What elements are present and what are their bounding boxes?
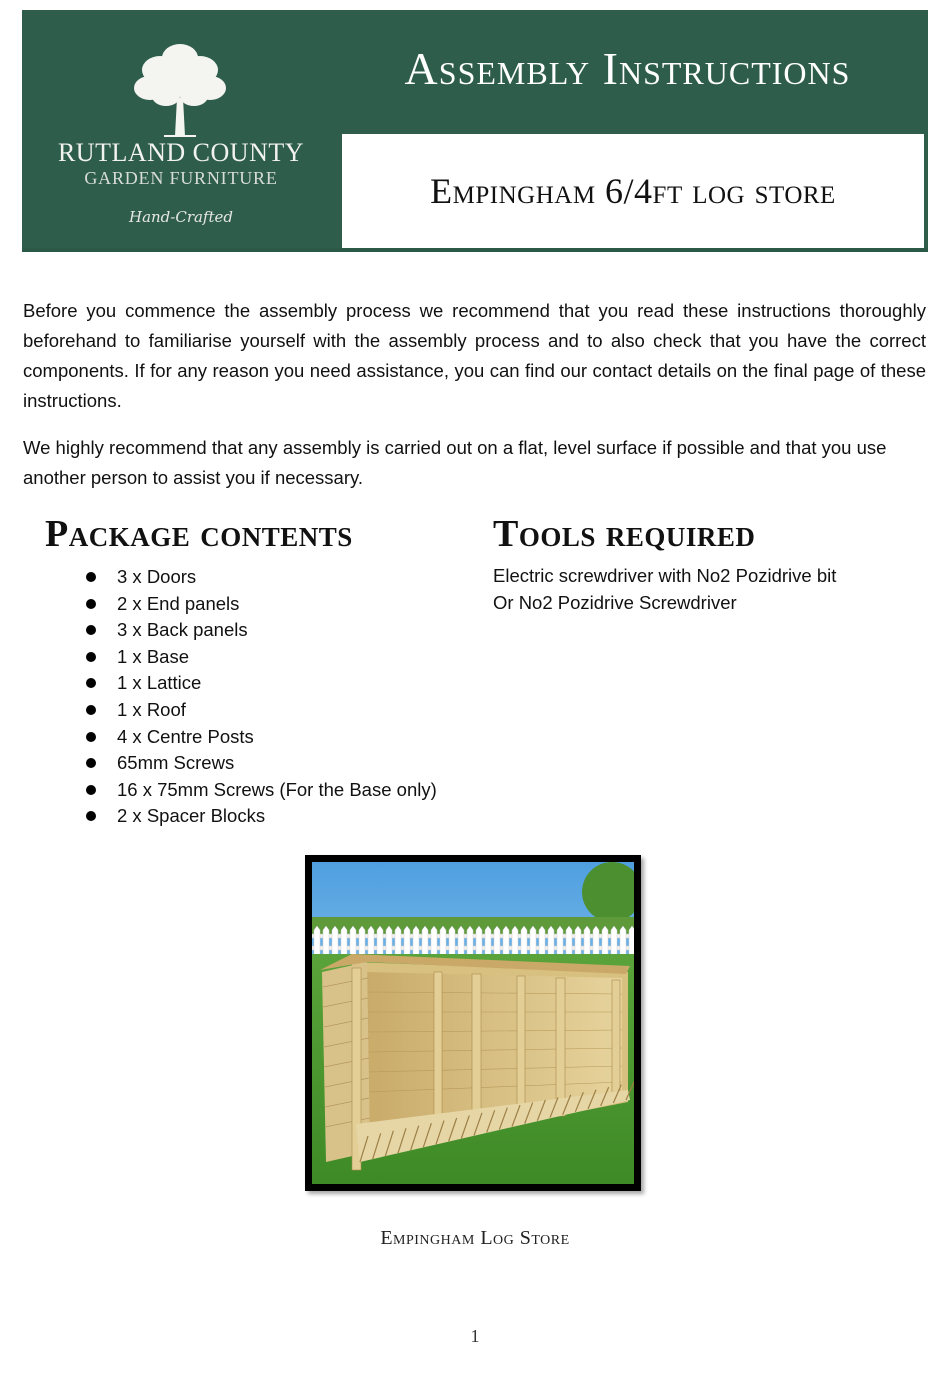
bullet-icon [86, 705, 96, 715]
bullet-icon [86, 678, 96, 688]
list-item-label: 2 x End panels [117, 592, 240, 614]
bullet-icon [86, 785, 96, 795]
page-title: Assembly Instructions [404, 43, 851, 94]
bullet-icon [86, 625, 96, 635]
bullet-icon [86, 599, 96, 609]
list-item [86, 591, 437, 618]
intro-paragraph-2: We highly recommend that any assembly is carried out on a flat, level surface if possible and that you use another person to assist you if necessary. [23, 437, 887, 488]
brand-logo [22, 10, 340, 252]
list-item [86, 617, 437, 644]
package-contents-heading: Package contents [45, 513, 353, 555]
brand-tagline: Hand-Crafted [128, 208, 233, 226]
subtitle-box [342, 134, 924, 248]
bullet-icon [86, 811, 96, 821]
bullet-icon [86, 572, 96, 582]
package-contents-list [86, 564, 437, 830]
list-item [86, 724, 437, 751]
page-number: 1 [470, 1326, 480, 1346]
list-item-label: 1 x Lattice [117, 672, 202, 694]
list-item-label: 1 x Base [117, 645, 189, 667]
product-title: Empingham 6/4ft log store [430, 171, 836, 211]
tools-line-1: Electric screwdriver with No2 Pozidrive bit [493, 565, 837, 586]
brand-subname: GARDEN FURNITURE [84, 168, 278, 188]
list-item-label: 4 x Centre Posts [117, 725, 254, 747]
tools-line-2: Or No2 Pozidrive Screwdriver [493, 591, 737, 613]
bullet-icon [86, 732, 96, 742]
list-item-label: 1 x Roof [117, 698, 186, 720]
product-photo-frame [305, 855, 641, 1191]
list-item-label: 65mm Screws [117, 752, 235, 774]
list-item-label: 3 x Back panels [117, 619, 248, 641]
list-item [86, 697, 437, 724]
list-item-label: 2 x Spacer Blocks [117, 805, 266, 827]
log-store-photo [312, 862, 634, 1184]
tools-required-text [493, 563, 836, 616]
tools-required-heading: Tools required [493, 513, 756, 555]
list-item [86, 777, 437, 804]
bullet-icon [86, 652, 96, 662]
list-item [86, 803, 437, 830]
list-item [86, 750, 437, 777]
intro-paragraph-1: Before you commence the assembly process we recommend that you read these instructions thoroughly beforehand to familiarise yourself with the assembly process and to also check that you have the correct components. If for any reason you need assistance, you can find our contact details on the final page of these instructions. [23, 300, 926, 411]
list-item-label: 16 x 75mm Screws (For the Base only) [117, 778, 437, 800]
list-item [86, 564, 437, 591]
bullet-icon [86, 758, 96, 768]
brand-name: RUTLAND COUNTY [57, 138, 305, 167]
list-item-label: 3 x Doors [117, 566, 197, 587]
list-item [86, 670, 437, 697]
tree-icon [130, 38, 230, 140]
list-item [86, 644, 437, 671]
photo-caption: Empingham Log Store [380, 1227, 570, 1249]
